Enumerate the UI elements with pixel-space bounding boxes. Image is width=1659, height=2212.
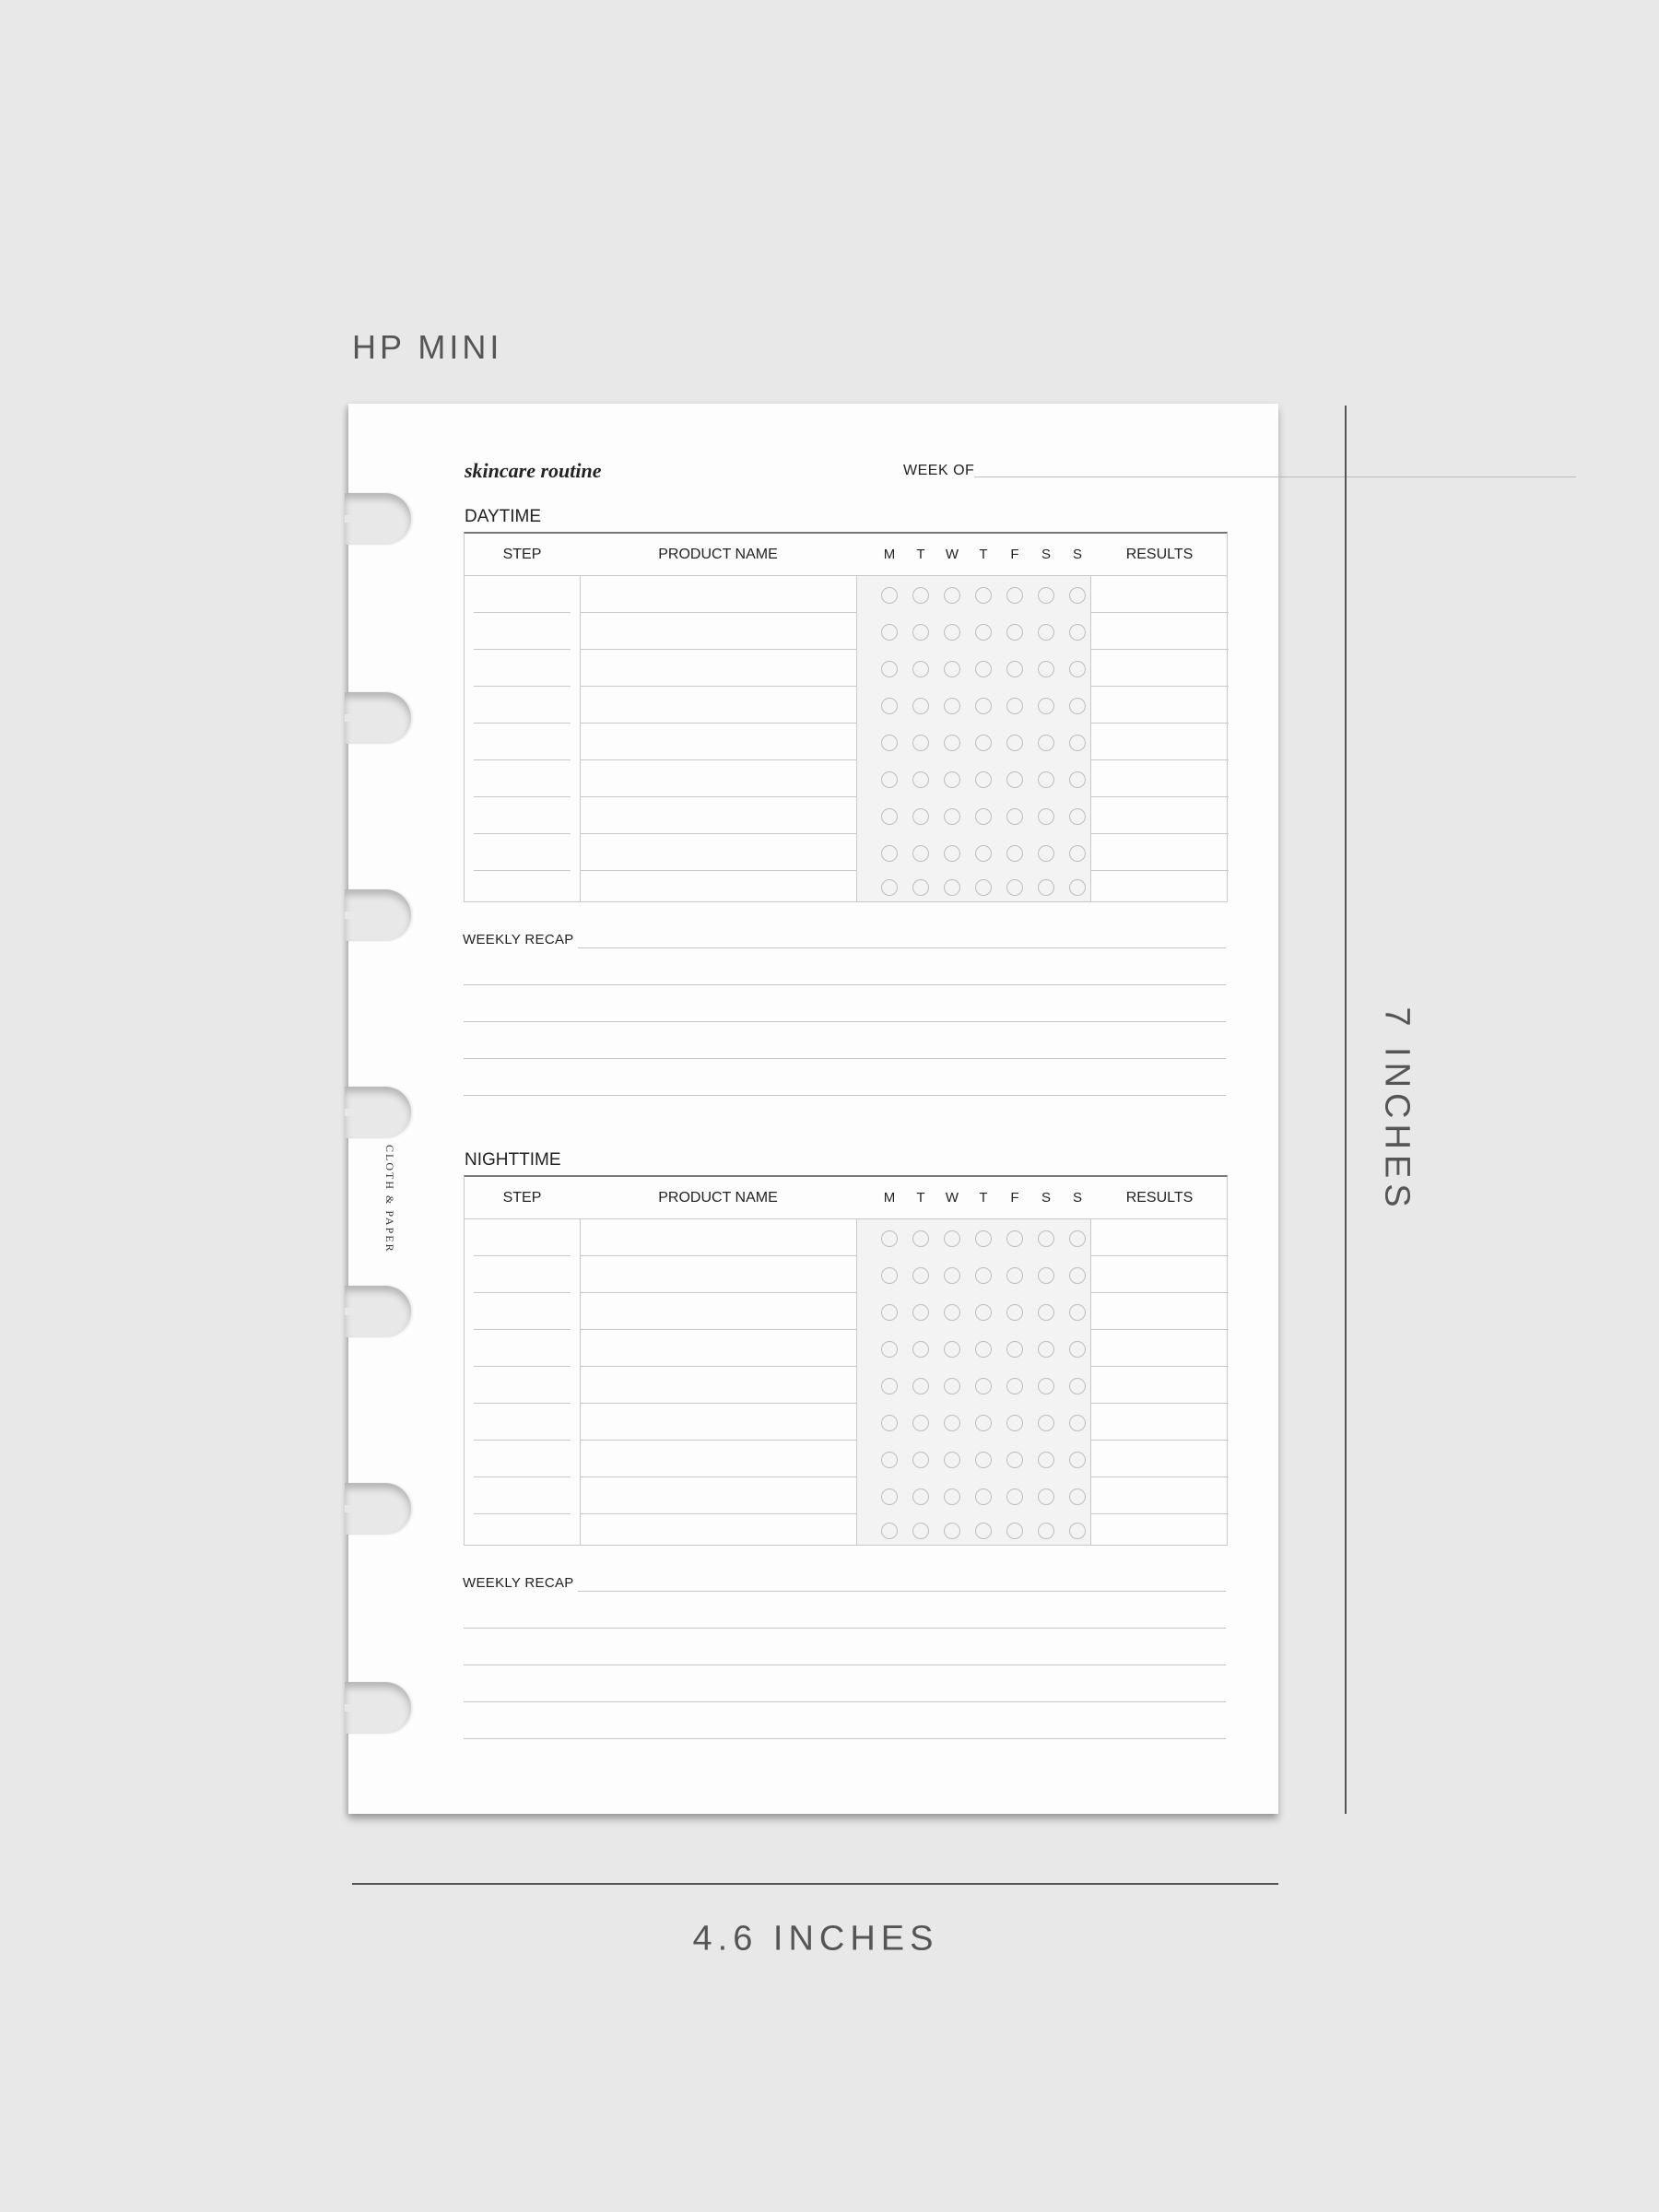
step-line[interactable] [474, 1366, 571, 1367]
step-line[interactable] [474, 723, 571, 724]
day-checkbox[interactable] [1069, 587, 1086, 604]
product-line[interactable] [580, 612, 856, 613]
day-checkbox[interactable] [881, 879, 898, 896]
day-checkbox[interactable] [1038, 735, 1054, 751]
day-checkbox[interactable] [1006, 624, 1023, 641]
product-line[interactable] [580, 1513, 856, 1514]
product-line[interactable] [580, 686, 856, 687]
results-header: RESULTS [1125, 547, 1194, 562]
day-checkbox[interactable] [1006, 735, 1023, 751]
day-header: S [1041, 1190, 1051, 1206]
day-checkbox[interactable] [1069, 624, 1086, 641]
day-checkbox[interactable] [912, 698, 929, 714]
step-line[interactable] [474, 1440, 571, 1441]
day-checkbox[interactable] [1006, 879, 1023, 896]
day-checkbox[interactable] [944, 1267, 960, 1284]
day-checkbox[interactable] [1038, 661, 1054, 677]
product-line[interactable] [580, 870, 856, 871]
recap-line[interactable] [464, 1095, 1226, 1096]
step-header: STEP [502, 1190, 542, 1206]
product-line[interactable] [580, 1440, 856, 1441]
width-dimension-label: 4.6 INCHES [692, 1919, 939, 1959]
day-checkbox[interactable] [1006, 1523, 1023, 1539]
day-checkbox[interactable] [944, 845, 960, 862]
step-line[interactable] [474, 649, 571, 650]
product-line[interactable] [580, 833, 856, 834]
day-checkbox[interactable] [1038, 1304, 1054, 1321]
section-label: DAYTIME [465, 507, 542, 526]
day-checkbox[interactable] [944, 1452, 960, 1468]
day-checkbox[interactable] [975, 624, 992, 641]
day-checkbox[interactable] [881, 1304, 898, 1321]
day-checkbox[interactable] [1069, 1304, 1086, 1321]
routine-table [464, 532, 1228, 902]
day-header: S [1072, 547, 1082, 562]
day-header: M [883, 547, 896, 562]
day-checkbox[interactable] [912, 1415, 929, 1431]
product-line[interactable] [580, 1366, 856, 1367]
height-dimension-line [1345, 406, 1347, 1814]
day-checkbox[interactable] [881, 1378, 898, 1394]
day-checkbox[interactable] [1038, 1415, 1054, 1431]
day-checkbox[interactable] [975, 735, 992, 751]
day-checkbox[interactable] [1069, 1267, 1086, 1284]
day-checkbox[interactable] [1038, 1267, 1054, 1284]
day-checkbox[interactable] [1006, 1488, 1023, 1505]
day-checkbox[interactable] [1069, 1378, 1086, 1394]
day-checkbox[interactable] [975, 771, 992, 788]
day-checkbox[interactable] [1069, 1230, 1086, 1247]
results-line[interactable] [1090, 1403, 1229, 1404]
day-checkbox[interactable] [944, 771, 960, 788]
day-checkbox[interactable] [881, 1415, 898, 1431]
product-line[interactable] [580, 796, 856, 797]
results-line[interactable] [1090, 1513, 1229, 1514]
results-header: RESULTS [1125, 1190, 1194, 1206]
width-dimension-line [352, 1883, 1278, 1885]
day-checkbox[interactable] [1006, 1378, 1023, 1394]
routine-table [464, 1175, 1228, 1546]
day-checkbox[interactable] [975, 1523, 992, 1539]
weekly-recap-label: WEEKLY RECAP [463, 932, 574, 947]
day-checkbox[interactable] [944, 624, 960, 641]
results-line[interactable] [1090, 686, 1229, 687]
results-line[interactable] [1090, 723, 1229, 724]
column-divider [1090, 1218, 1091, 1545]
weekly-recap-label: WEEKLY RECAP [463, 1575, 574, 1591]
day-checkbox[interactable] [1069, 808, 1086, 825]
day-checkbox[interactable] [912, 735, 929, 751]
step-header: STEP [502, 547, 542, 562]
day-checkbox[interactable] [881, 587, 898, 604]
day-checkbox[interactable] [1038, 1523, 1054, 1539]
day-checkbox[interactable] [975, 587, 992, 604]
day-checkbox[interactable] [944, 808, 960, 825]
size-label: HP MINI [352, 328, 503, 366]
day-checkbox[interactable] [975, 1304, 992, 1321]
day-checkbox[interactable] [975, 879, 992, 896]
step-line[interactable] [474, 870, 571, 871]
product-line[interactable] [580, 1329, 856, 1330]
day-checkbox[interactable] [1038, 771, 1054, 788]
page [348, 404, 1278, 1814]
day-checkbox[interactable] [944, 735, 960, 751]
day-header: T [979, 1190, 988, 1206]
day-checkbox[interactable] [881, 735, 898, 751]
day-header: W [945, 1190, 959, 1206]
day-header: W [945, 547, 959, 562]
product-line[interactable] [580, 1403, 856, 1404]
day-checkbox[interactable] [975, 1415, 992, 1431]
recap-line[interactable] [464, 1058, 1226, 1059]
section-label: NIGHTTIME [465, 1150, 561, 1170]
binder-notch [345, 1286, 411, 1337]
day-checkbox[interactable] [1038, 1230, 1054, 1247]
product-line[interactable] [580, 1255, 856, 1256]
day-checkbox[interactable] [1006, 1267, 1023, 1284]
day-checkbox[interactable] [1006, 808, 1023, 825]
results-line[interactable] [1090, 796, 1229, 797]
binder-notch [345, 1483, 411, 1535]
column-divider [856, 575, 857, 901]
day-checkbox[interactable] [912, 1378, 929, 1394]
recap-line[interactable] [464, 1701, 1226, 1702]
day-checkbox[interactable] [975, 698, 992, 714]
product-name-header: PRODUCT NAME [658, 547, 778, 562]
results-line[interactable] [1090, 833, 1229, 834]
day-checkbox[interactable] [944, 661, 960, 677]
product-name-header: PRODUCT NAME [658, 1190, 778, 1206]
day-checkbox[interactable] [1069, 661, 1086, 677]
day-checkbox[interactable] [881, 1523, 898, 1539]
step-line[interactable] [474, 1403, 571, 1404]
day-checkbox[interactable] [944, 1523, 960, 1539]
day-checkbox[interactable] [1006, 1415, 1023, 1431]
binder-notch [345, 692, 411, 744]
step-line[interactable] [474, 1329, 571, 1330]
recap-line[interactable] [464, 1628, 1226, 1629]
day-header: M [883, 1190, 896, 1206]
step-line[interactable] [474, 1255, 571, 1256]
day-checkbox[interactable] [1006, 587, 1023, 604]
day-checkbox[interactable] [1038, 698, 1054, 714]
step-line[interactable] [474, 796, 571, 797]
day-checkbox[interactable] [975, 808, 992, 825]
day-checkbox[interactable] [881, 1452, 898, 1468]
day-checkbox[interactable] [1038, 845, 1054, 862]
column-divider [856, 1218, 857, 1545]
day-checkbox[interactable] [1006, 698, 1023, 714]
recap-line[interactable] [464, 1738, 1226, 1739]
day-checkbox[interactable] [881, 698, 898, 714]
day-checkbox[interactable] [944, 1304, 960, 1321]
day-header: T [916, 547, 925, 562]
day-checkbox[interactable] [944, 1341, 960, 1358]
day-checkbox[interactable] [1069, 735, 1086, 751]
day-checkbox[interactable] [1006, 845, 1023, 862]
product-line[interactable] [580, 649, 856, 650]
day-checkbox[interactable] [912, 587, 929, 604]
day-checkbox[interactable] [975, 1488, 992, 1505]
day-checkbox[interactable] [944, 587, 960, 604]
results-line[interactable] [1090, 612, 1229, 613]
day-checkbox[interactable] [975, 661, 992, 677]
recap-line[interactable] [464, 1021, 1226, 1022]
brand-text: CLOTH & PAPER [383, 1145, 396, 1253]
day-checkbox[interactable] [881, 624, 898, 641]
day-checkbox[interactable] [1069, 879, 1086, 896]
day-checkbox[interactable] [881, 1267, 898, 1284]
results-line[interactable] [1090, 1366, 1229, 1367]
day-checkbox[interactable] [1069, 698, 1086, 714]
day-checkbox[interactable] [912, 808, 929, 825]
day-checkbox[interactable] [912, 1523, 929, 1539]
results-line[interactable] [1090, 1440, 1229, 1441]
product-line[interactable] [580, 1292, 856, 1293]
step-line[interactable] [474, 612, 571, 613]
day-checkbox[interactable] [975, 1230, 992, 1247]
day-checkbox[interactable] [1006, 1341, 1023, 1358]
day-checkbox[interactable] [1069, 771, 1086, 788]
day-header: T [979, 547, 988, 562]
day-checkbox[interactable] [1006, 661, 1023, 677]
week-of-label: WEEK OF [903, 463, 975, 478]
step-line[interactable] [474, 686, 571, 687]
results-line[interactable] [1090, 1329, 1229, 1330]
product-line[interactable] [580, 723, 856, 724]
recap-line[interactable] [578, 1591, 1226, 1592]
day-checkbox[interactable] [944, 1230, 960, 1247]
step-line[interactable] [474, 1292, 571, 1293]
results-line[interactable] [1090, 870, 1229, 871]
day-checkbox[interactable] [1038, 808, 1054, 825]
day-checkbox[interactable] [881, 1230, 898, 1247]
page-title: skincare routine [465, 459, 602, 482]
step-line[interactable] [474, 833, 571, 834]
day-header: F [1010, 1190, 1019, 1206]
day-checkbox[interactable] [912, 1230, 929, 1247]
column-divider [580, 575, 581, 901]
day-checkbox[interactable] [912, 661, 929, 677]
day-checkbox[interactable] [881, 808, 898, 825]
day-checkbox[interactable] [912, 879, 929, 896]
day-checkbox[interactable] [1069, 1415, 1086, 1431]
day-checkbox[interactable] [975, 1341, 992, 1358]
day-checkbox[interactable] [881, 845, 898, 862]
day-checkbox[interactable] [912, 1452, 929, 1468]
day-checkbox[interactable] [1038, 1378, 1054, 1394]
day-checkbox[interactable] [975, 845, 992, 862]
binder-notch [345, 1087, 411, 1138]
day-checkbox[interactable] [1069, 845, 1086, 862]
day-checkbox[interactable] [975, 1452, 992, 1468]
day-checkbox[interactable] [944, 1488, 960, 1505]
day-checkbox[interactable] [881, 661, 898, 677]
day-checkbox[interactable] [881, 1488, 898, 1505]
binder-notch [345, 889, 411, 941]
day-header: S [1041, 547, 1051, 562]
day-checkbox[interactable] [1038, 879, 1054, 896]
day-header: F [1010, 547, 1019, 562]
day-checkbox[interactable] [912, 771, 929, 788]
product-line[interactable] [580, 759, 856, 760]
day-checkbox[interactable] [912, 1341, 929, 1358]
results-line[interactable] [1090, 649, 1229, 650]
day-checkbox[interactable] [912, 845, 929, 862]
results-line[interactable] [1090, 759, 1229, 760]
height-dimension-label: 7 INCHES [1377, 1006, 1417, 1213]
day-checkbox[interactable] [1069, 1523, 1086, 1539]
binder-notch [345, 1682, 411, 1734]
day-checkbox[interactable] [1069, 1488, 1086, 1505]
results-line[interactable] [1090, 1292, 1229, 1293]
day-checkbox[interactable] [944, 879, 960, 896]
column-divider [580, 1218, 581, 1545]
step-line[interactable] [474, 1513, 571, 1514]
day-header: S [1072, 1190, 1082, 1206]
day-checkbox[interactable] [975, 1378, 992, 1394]
day-checkbox[interactable] [1038, 1452, 1054, 1468]
day-checkbox[interactable] [912, 1304, 929, 1321]
day-checkbox[interactable] [912, 1488, 929, 1505]
day-checkbox[interactable] [1006, 1304, 1023, 1321]
day-checkbox[interactable] [1038, 1488, 1054, 1505]
day-checkbox[interactable] [944, 698, 960, 714]
day-checkbox[interactable] [944, 1378, 960, 1394]
day-checkbox[interactable] [1069, 1341, 1086, 1358]
day-checkbox[interactable] [881, 1341, 898, 1358]
recap-line[interactable] [464, 984, 1226, 985]
step-line[interactable] [474, 759, 571, 760]
day-checkbox[interactable] [1006, 1452, 1023, 1468]
results-line[interactable] [1090, 1255, 1229, 1256]
column-divider [1090, 575, 1091, 901]
day-checkbox[interactable] [912, 1267, 929, 1284]
day-checkbox[interactable] [975, 1267, 992, 1284]
day-checkbox[interactable] [1038, 624, 1054, 641]
day-checkbox[interactable] [1038, 1341, 1054, 1358]
day-checkbox[interactable] [1069, 1452, 1086, 1468]
day-checkbox[interactable] [881, 771, 898, 788]
binder-notch [345, 493, 411, 545]
recap-line[interactable] [578, 947, 1226, 948]
day-header: T [916, 1190, 925, 1206]
day-checkbox[interactable] [944, 1415, 960, 1431]
day-checkbox[interactable] [1006, 1230, 1023, 1247]
day-checkbox[interactable] [1038, 587, 1054, 604]
day-checkbox[interactable] [1006, 771, 1023, 788]
day-checkbox[interactable] [912, 624, 929, 641]
